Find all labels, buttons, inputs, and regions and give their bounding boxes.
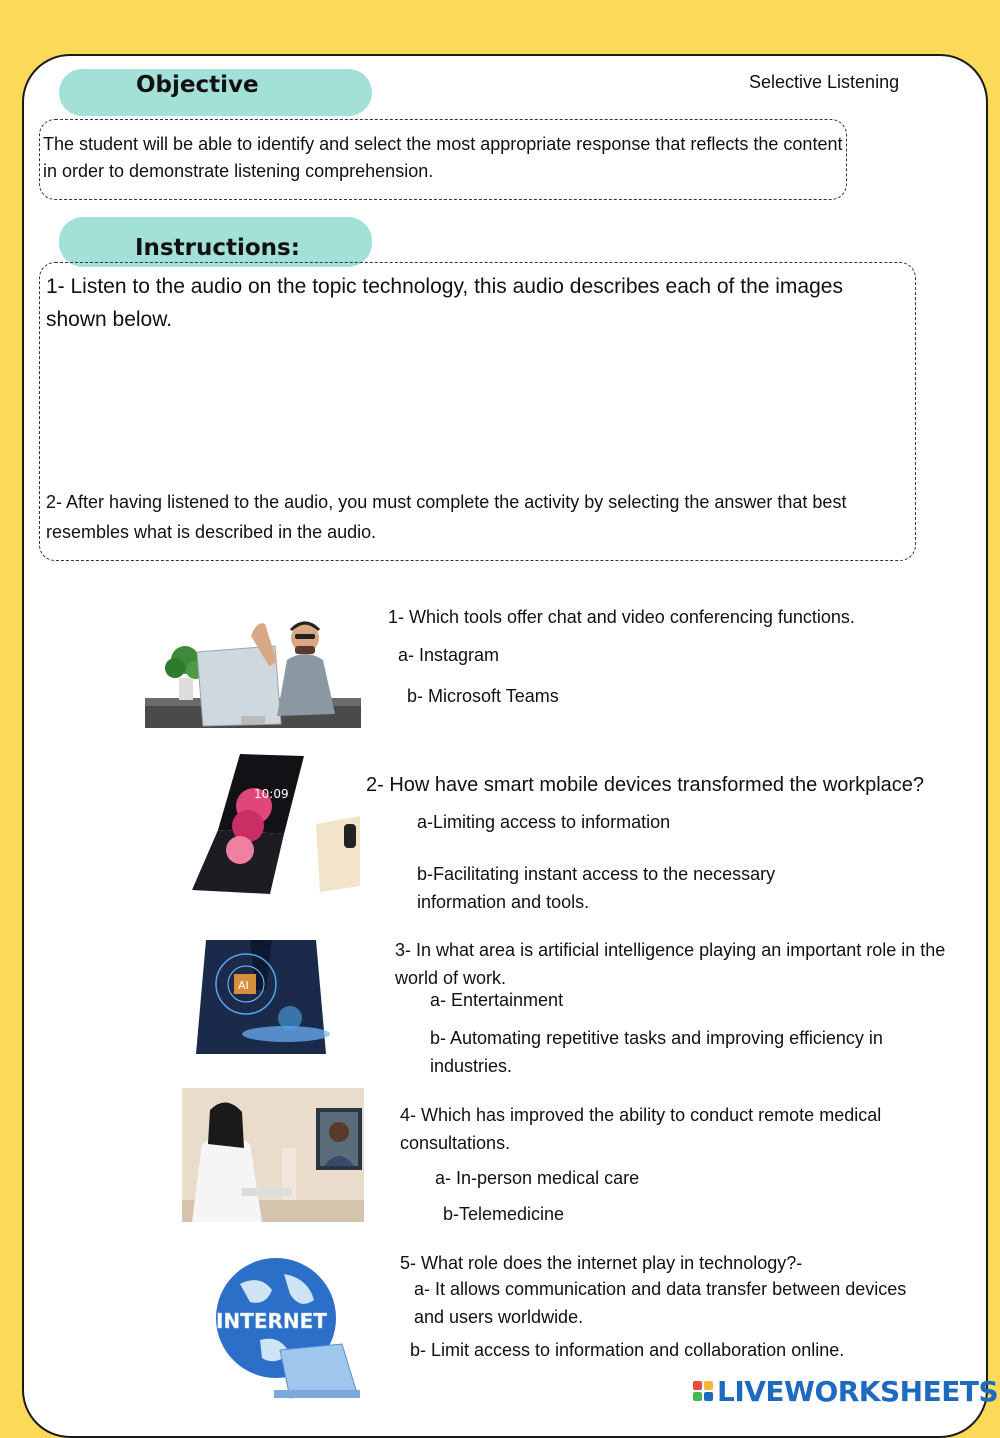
- svg-text:INTERNET: INTERNET: [216, 1309, 327, 1333]
- question-5: 5- What role does the internet play in technology?-: [400, 1253, 803, 1273]
- internet-globe-photo: [210, 1254, 360, 1400]
- instructions-pill: [59, 217, 372, 267]
- objective-label: Objective: [136, 72, 259, 98]
- question-1: 1- Which tools offer chat and video conferencing functions.: [388, 607, 855, 627]
- liveworksheets-logo[interactable]: [693, 1374, 998, 1408]
- telemedicine-photo: [182, 1088, 364, 1222]
- q2-option-a[interactable]: a-Limiting access to information: [417, 812, 671, 832]
- instruction-step-1: 1- Listen to the audio on the topic technology, this audio describes each of the images shown below.: [46, 275, 843, 331]
- question-4: 4- Which has improved the ability to conduct remote medical consultations.: [400, 1105, 882, 1153]
- instruction-step-2: 2- After having listened to the audio, you must complete the activity by selecting the answer that best resembles what is described in the audio.: [46, 492, 847, 542]
- ai-businessman-photo: [186, 930, 336, 1054]
- topic-label: Selective Listening: [749, 72, 900, 92]
- video-call-photo: [145, 606, 361, 728]
- liveworksheets-brand: LIVEWORKSHEETS: [717, 1374, 999, 1408]
- q3-option-a[interactable]: a- Entertainment: [430, 990, 564, 1010]
- question-3: 3- In what area is artificial intelligence playing an important role in the world of work.: [395, 940, 946, 988]
- svg-text:10:09: 10:09: [254, 787, 289, 801]
- q1-option-b[interactable]: b- Microsoft Teams: [407, 686, 559, 706]
- q4-option-a[interactable]: a- In-person medical care: [435, 1168, 640, 1188]
- objective-text: The student will be able to identify and select the most appropriate response that reflects the content in order to demonstrate listening comprehension.: [43, 134, 843, 181]
- instructions-label: Instructions:: [135, 235, 300, 261]
- q5-option-b[interactable]: b- Limit access to information and collaboration online.: [410, 1340, 845, 1360]
- q4-option-b[interactable]: b-Telemedicine: [443, 1204, 565, 1224]
- q2-option-b[interactable]: b-Facilitating instant access to the necessary information and tools.: [417, 864, 776, 912]
- liveworksheets-mark-icon: [693, 1381, 713, 1401]
- q1-option-a[interactable]: a- Instagram: [398, 645, 500, 665]
- question-2: 2- How have smart mobile devices transformed the workplace?: [366, 774, 925, 796]
- q5-option-a[interactable]: a- It allows communication and data transfer between devices and users worldwide.: [414, 1279, 907, 1327]
- objective-pill: [59, 69, 372, 116]
- foldable-phone-photo: [184, 754, 360, 898]
- q3-option-b[interactable]: b- Automating repetitive tasks and improving efficiency in industries.: [430, 1028, 883, 1076]
- svg-text:AI: AI: [238, 979, 249, 992]
